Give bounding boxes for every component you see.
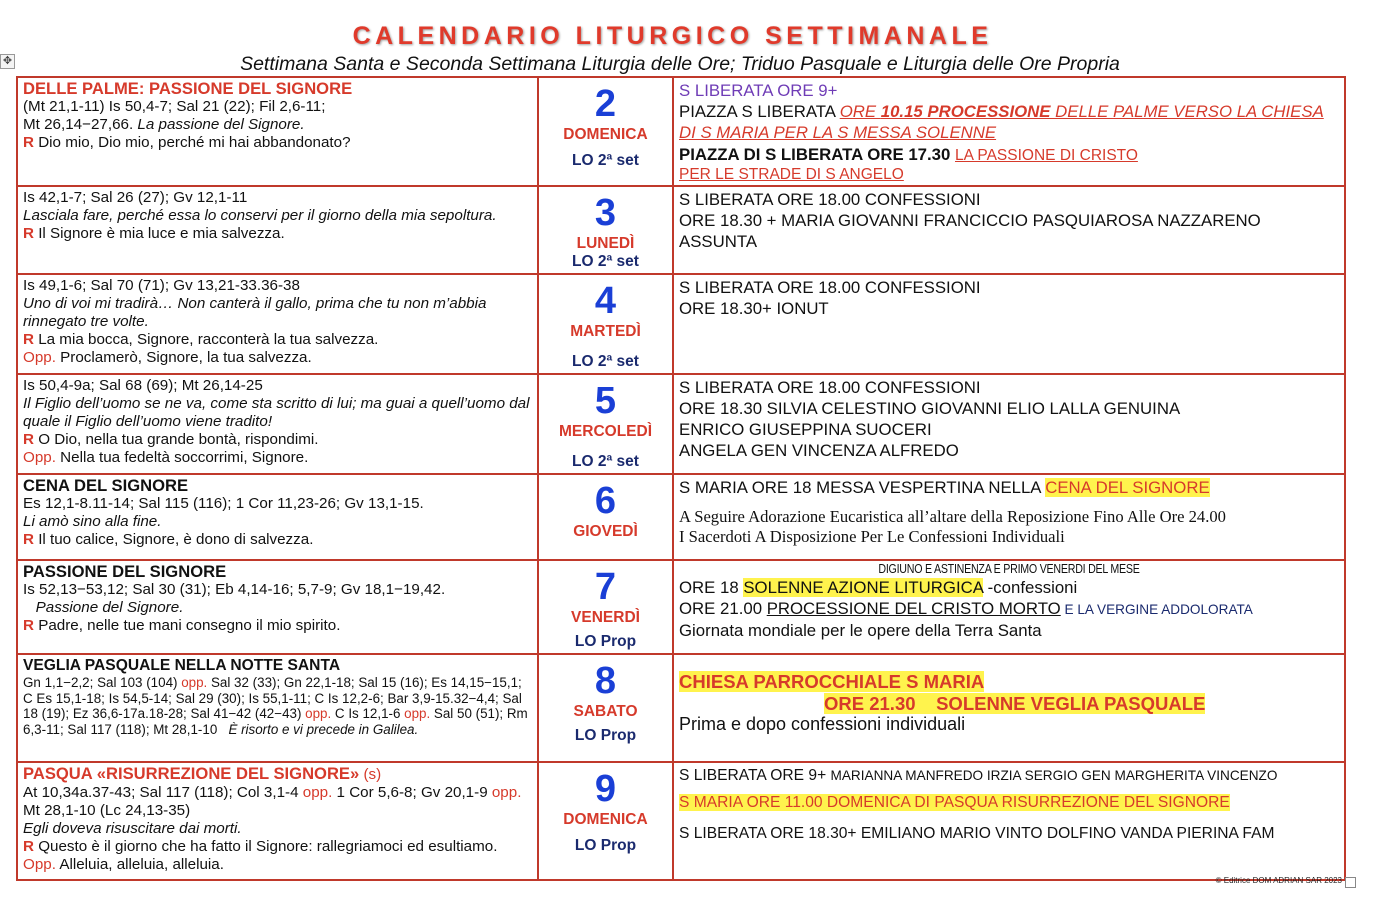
readings-cell xyxy=(17,77,538,186)
liturgy-hours-label: LO 2ª set xyxy=(572,152,639,169)
notes-cell xyxy=(673,374,1345,474)
vigil-time: ORE 21.30 SOLENNE VEGLIA PASQUALE xyxy=(824,693,1206,714)
celebration-heading: DELLE PALME: PASSIONE DEL SIGNORE xyxy=(23,79,353,98)
response-line xyxy=(23,225,532,243)
day-name: DOMENICA xyxy=(563,126,648,143)
day-number: 2 xyxy=(594,83,617,125)
calendar-table xyxy=(16,76,1346,881)
reading-refs: Mt 28,1-10 (Lc 24,13-35) xyxy=(23,802,191,819)
response-label: R xyxy=(23,431,34,448)
response-text: Il Signore è mia luce e mia salvezza. xyxy=(33,225,285,242)
note-text: S LIBERATA ORE 18.00 CONFESSIONI xyxy=(679,378,981,397)
page-subtitle: Settimana Santa e Seconda Settimana Liturgia delle Ore; Triduo Pasquale e Liturgia delle Ore Propria xyxy=(240,53,1120,75)
alt-label: opp. xyxy=(404,706,431,722)
liturgy-hours-label: LO 2ª set xyxy=(572,253,639,270)
day-number: 7 xyxy=(594,566,617,608)
response-label: R xyxy=(23,225,34,242)
table-row xyxy=(17,374,1345,474)
highlighted-note: CENA DEL SIGNORE xyxy=(1045,478,1210,497)
response-line xyxy=(23,617,532,635)
passion-note xyxy=(679,144,1339,166)
intention-note: ORE 18.30 SILVIA CELESTINO GIOVANNI ELIO LALLA GENUINA xyxy=(679,399,1181,418)
table-row xyxy=(17,186,1345,274)
day-number: 4 xyxy=(594,280,617,322)
reading-refs: Is 42,1-7; Sal 26 (27); Gv 12,1-11 xyxy=(23,189,248,206)
liturgy-hours-label: LO 2ª set xyxy=(572,353,639,370)
day-number: 3 xyxy=(594,192,617,234)
day-cell xyxy=(538,762,673,880)
notes-cell xyxy=(673,77,1345,186)
liturgy-hours-label: LO 2ª set xyxy=(572,453,639,470)
table-row xyxy=(17,77,1345,186)
liturgy-note xyxy=(679,577,1339,598)
reading-line xyxy=(23,581,532,617)
note-text: ORE xyxy=(839,102,881,121)
note-text: PIAZZA DI S LIBERATA ORE 17.30 xyxy=(679,145,955,164)
response-line xyxy=(23,134,532,152)
day-cell xyxy=(538,186,673,274)
reading-refs xyxy=(23,675,532,737)
reading-refs: Is 49,1-6; Sal 70 (71); Gv 13,21-33.36-38 xyxy=(23,277,300,294)
response-label: R xyxy=(23,331,34,348)
celebration-heading: PASQUA «RISURREZIONE DEL SIGNORE» xyxy=(23,764,360,783)
intention-note: ENRICO GIUSEPPINA SUOCERI xyxy=(679,420,932,439)
response-label: R xyxy=(23,617,34,634)
fasting-note: DIGIUNO E ASTINENZA E PRIMO VENERDI DEL MESE xyxy=(878,561,1140,576)
note-text: ORE 21.00 xyxy=(679,599,767,618)
response-label: R xyxy=(23,134,34,151)
alt-label: Opp. xyxy=(23,449,56,466)
note-text: ORE 18 xyxy=(679,578,744,597)
response-line xyxy=(23,531,532,549)
notes-cell xyxy=(673,560,1345,654)
reading-refs: C Is 12,1-6 xyxy=(331,706,405,722)
liturgy-hours-label: LO Prop xyxy=(574,727,637,744)
day-number: 5 xyxy=(594,380,617,422)
intention-note: ORE 18.30+ IONUT xyxy=(679,299,829,318)
day-cell xyxy=(538,560,673,654)
table-row xyxy=(17,762,1345,880)
notes-cell xyxy=(673,654,1345,762)
highlighted-note xyxy=(679,792,1339,814)
readings-cell xyxy=(17,474,538,560)
day-cell xyxy=(538,654,673,762)
response-label: R xyxy=(23,838,34,855)
readings-cell xyxy=(17,560,538,654)
reading-antiphon: Lasciala fare, perché essa lo conservi per il giorno della mia sepoltura. xyxy=(23,207,497,224)
table-row xyxy=(17,654,1345,762)
alt-label: opp. xyxy=(302,784,333,801)
reading-refs: Es 12,1-8.11-14; Sal 115 (116); 1 Cor 11,23-26; Gv 13,1-15. xyxy=(23,495,424,512)
day-cell xyxy=(538,77,673,186)
day-number: 9 xyxy=(594,768,617,810)
reading-antiphon: Uno di voi mi tradirà… Non canterà il gallo, prima che tu non m’abbia rinnegato tre volte. xyxy=(23,295,487,330)
reading-refs: Is 50,4-9a; Sal 68 (69); Mt 26,14-25 xyxy=(23,377,263,394)
notes-cell xyxy=(673,474,1345,560)
note-text: S LIBERATA ORE 18.00 CONFESSIONI xyxy=(679,278,981,297)
liturgy-hours-label: LO Prop xyxy=(574,837,637,854)
note-text: Giornata mondiale per le opere della Terra Santa xyxy=(679,621,1042,640)
day-cell xyxy=(538,374,673,474)
alt-label: opp. xyxy=(305,706,332,722)
mass-note: S LIBERATA ORE 18.30+ EMILIANO MARIO VINTO DOLFINO VANDA PIERINA FAM xyxy=(679,825,1275,842)
reading-refs: Gn 1,1−2,2; Sal 103 (104) xyxy=(23,675,182,690)
move-handle-icon[interactable]: ✥ xyxy=(0,54,15,69)
readings-cell xyxy=(17,654,538,762)
note-text: S LIBERATA ORE 9+ xyxy=(679,767,831,784)
alt-text: Alleluia, alleluia, alleluia. xyxy=(55,856,224,873)
resize-handle-icon[interactable] xyxy=(1345,877,1356,888)
notes-cell xyxy=(673,274,1345,374)
day-number: 6 xyxy=(594,480,617,522)
mass-note xyxy=(679,765,1339,787)
solemnity-label: (s) xyxy=(359,766,382,783)
response-text: O Dio, nella tua grande bontà, rispondimi. xyxy=(33,431,319,448)
readings-cell xyxy=(17,374,538,474)
response-text: Questo è il giorno che ha fatto il Signore: rallegriamoci ed esultiamo. xyxy=(33,838,498,855)
reading-refs: 1 Cor 5,6-8; Gv 20,1-9 xyxy=(332,784,492,801)
intention-note: ANGELA GEN VINCENZA ALFREDO xyxy=(679,441,959,460)
reading-antiphon: Li amò sino alla fine. xyxy=(23,513,162,530)
table-row xyxy=(17,560,1345,654)
reading-refs: Mt 26,14−27,66. xyxy=(23,116,138,133)
note-text: PIAZZA S LIBERATA xyxy=(679,102,840,121)
passion-route-note: PER LE STRADE DI S ANGELO xyxy=(679,166,904,183)
reading-antiphon: Egli doveva risuscitare dai morti. xyxy=(23,820,242,837)
response-line xyxy=(23,431,532,449)
note-text: DELLE PALME VERSO LA CHIESA DI S MARIA PER LA S MESSA SOLENNE xyxy=(679,102,1324,142)
alt-response-line xyxy=(23,349,532,367)
celebration-heading: CENA DEL SIGNORE xyxy=(23,476,189,495)
day-name: GIOVEDÌ xyxy=(573,523,638,540)
day-number: 8 xyxy=(594,660,617,702)
readings-cell xyxy=(17,762,538,880)
note-text: -confessioni xyxy=(983,578,1078,597)
note-text: Prima e dopo confessioni individuali xyxy=(679,714,966,734)
day-name: MERCOLEDÌ xyxy=(559,423,652,440)
celebration-heading: VEGLIA PASQUALE NELLA NOTTE SANTA xyxy=(23,657,341,674)
reading-refs: (Mt 21,1-11) Is 50,4-7; Sal 21 (22); Fil 2,6-11; xyxy=(23,98,326,115)
response-line xyxy=(23,838,532,874)
day-name: LUNEDÌ xyxy=(576,235,635,252)
reading-antiphon: Il Figlio dell’uomo se ne va, come sta scritto di lui; ma guai a quell’uomo dal quale il Figlio dell’uomo viene tradito! xyxy=(23,395,530,430)
intention-note: MARIANNA MANFREDO IRZIA SERGIO GEN MARGHERITA VINCENZO xyxy=(830,768,1278,783)
highlighted-note xyxy=(679,694,1339,715)
readings-cell xyxy=(17,274,538,374)
day-name: SABATO xyxy=(573,703,638,720)
alt-label: opp. xyxy=(181,675,208,690)
copyright-footer: © Editrice DOM ADRIAN SAR 2023 xyxy=(1215,876,1342,885)
page-title: CALENDARIO LITURGICO SETTIMANALE xyxy=(352,22,993,50)
reading-antiphon: È risorto e vi precede in Galilea. xyxy=(228,721,419,737)
mass-note: S LIBERATA ORE 9+ xyxy=(679,81,838,100)
readings-cell xyxy=(17,186,538,274)
response-line xyxy=(23,331,532,349)
easter-mass-note: S MARIA ORE 11.00 DOMENICA DI PASQUA RISURREZIONE DEL SIGNORE xyxy=(679,794,1230,811)
note-text: PROCESSIONE DEL CRISTO MORTO xyxy=(766,599,1061,618)
alt-label: Opp. xyxy=(23,856,56,873)
note-text: S MARIA ORE 18 MESSA VESPERTINA NELLA xyxy=(679,478,1046,497)
day-name: VENERDÌ xyxy=(571,609,640,626)
alt-text: Proclamerò, Signore, la tua salvezza. xyxy=(55,349,312,366)
table-row xyxy=(17,274,1345,374)
celebration-heading xyxy=(23,765,532,784)
response-text: Dio mio, Dio mio, perché mi hai abbandonato? xyxy=(33,134,351,151)
day-name: DOMENICA xyxy=(563,811,648,828)
note-text: 10.15 PROCESSIONE xyxy=(880,102,1051,121)
celebration-heading: PASSIONE DEL SIGNORE xyxy=(23,562,227,581)
intention-note: ORE 18.30 + MARIA GIOVANNI FRANCICCIO PASQUIAROSA NAZZARENO ASSUNTA xyxy=(679,211,1261,251)
notes-cell xyxy=(673,762,1345,880)
liturgy-hours-label: LO Prop xyxy=(574,633,637,650)
reading-refs: At 10,34a.37-43; Sal 117 (118); Col 3,1-4 xyxy=(23,784,303,801)
note-text: LA PASSIONE DI CRISTO xyxy=(955,147,1138,164)
procession-note xyxy=(679,101,1339,143)
note-text: A Seguire Adorazione Eucaristica all’altare della Reposizione Fino Alle Ore 24.00 xyxy=(679,507,1226,526)
note-text: I Sacerdoti A Disposizione Per Le Confessioni Individuali xyxy=(679,527,1065,546)
alt-label: Opp. xyxy=(23,349,56,366)
reading-refs: Is 52,13−53,12; Sal 30 (31); Eb 4,14-16; 5,7-9; Gv 18,1−19,42. xyxy=(23,581,446,598)
highlighted-note xyxy=(679,671,1339,694)
alt-label: opp. xyxy=(491,784,522,801)
reading-refs: Sal 32 (33); Gn 22,1-18; Sal 15 (16); Es 14,15−15,1; C Es 15,1-18; Is 54,5-14; Sal 29 (30); Is 55,1-11; C Is 12,2-6; Bar 3,9-15.32−4,4; Sal 18 (19); Ez 36,6-17a.18-28; Sal 41−42 (42−43) xyxy=(23,675,522,722)
alt-response-line xyxy=(23,449,532,467)
reading-antiphon: Passione del Signore. xyxy=(23,599,184,616)
day-cell xyxy=(538,474,673,560)
church-name: CHIESA PARROCCHIALE S MARIA xyxy=(679,671,985,692)
response-label: R xyxy=(23,531,34,548)
table-row xyxy=(17,474,1345,560)
reading-refs: Sal 50 (51); Rm 6,3-11; Sal 117 (118); Mt 28,1-10 xyxy=(23,706,532,737)
notes-cell xyxy=(673,186,1345,274)
response-text: Padre, nelle tue mani consegno il mio spirito. xyxy=(33,617,341,634)
reading-refs xyxy=(23,784,532,820)
note-text: E LA VERGINE ADDOLORATA xyxy=(1060,602,1253,617)
response-text: Il tuo calice, Signore, è dono di salvezza. xyxy=(33,531,314,548)
highlighted-note: SOLENNE AZIONE LITURGICA xyxy=(743,578,984,597)
day-cell xyxy=(538,274,673,374)
note-text: S LIBERATA ORE 18.00 CONFESSIONI xyxy=(679,190,981,209)
mass-note xyxy=(679,477,1339,498)
alt-text: Nella tua fedeltà soccorrimi, Signore. xyxy=(55,449,309,466)
day-name: MARTEDÌ xyxy=(570,323,641,340)
reading-antiphon: La passione del Signore. xyxy=(137,116,305,133)
reading-line xyxy=(23,116,532,134)
response-text: La mia bocca, Signore, racconterà la tua salvezza. xyxy=(33,331,379,348)
procession-note xyxy=(679,598,1339,620)
